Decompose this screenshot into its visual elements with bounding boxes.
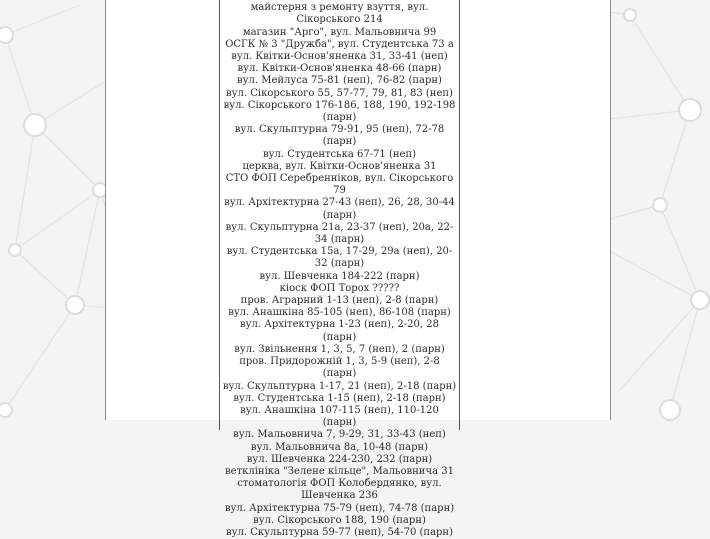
list-item: вул. Анашкіна 85-105 (неп), 86-108 (парн): [228, 307, 451, 319]
list-item: вул. Мальовнича 8а, 10-48 (парн): [250, 441, 429, 453]
list-item: ОСГК № 3 "Дружба", вул. Студентська 73 а: [225, 38, 454, 50]
list-item: вул. Архітектурна 75-79 (неп), 74-78 (парн): [224, 502, 455, 514]
list-item: вул. Шевченка 184-222 (парн): [259, 270, 420, 282]
list-item: вул. Студентська 67-71 (неп): [262, 148, 417, 160]
address-table-cell: [219, 0, 460, 538]
list-item: вул. Скульптурна 59-77 (неп), 54-70 (парн): [225, 526, 453, 538]
list-item: вул. Сікорського 55, 57-77, 79, 81, 83 (неп): [226, 87, 453, 99]
list-item: вул. Студентська 1-15 (неп), 2-18 (парн): [233, 392, 446, 404]
list-item: вул. Скульптурна 1-17, 21 (неп), 2-18 (парн): [222, 380, 457, 392]
list-item: церква, вул. Квітки-Основ'яненка 31: [242, 160, 437, 172]
list-item: вул. Квітки-Основ'яненка 31, 33-41 (неп): [231, 51, 448, 63]
list-item: вул. Квітки-Основ'яненка 48-66 (парн): [237, 63, 442, 75]
list-item: магазин "Арго", вул. Мальовнича 99: [242, 26, 437, 38]
list-item: вул. Анашкіна 107-115 (неп), 110-120 (парн): [240, 404, 439, 429]
list-item: вул. Мейлуса 75-81 (неп), 76-82 (парн): [237, 75, 442, 87]
document-page: [105, 0, 611, 538]
list-item: вул. Студентська 15а, 17-29, 29а (неп), 20-32 (парн): [226, 246, 453, 270]
list-item: пров. Придорожній 1, 3, 5-9 (неп), 2-8 (парн): [239, 356, 440, 380]
list-item: вул. Звільнення 1, 3, 5, 7 (неп), 2 (парн): [234, 343, 445, 355]
list-item: вул. Скульптурна 21а, 23-37 (неп), 20а, 22-34 (парн): [225, 221, 454, 246]
list-item: вул. Архітектурна 1-23 (неп), 2-20, 28 (парн): [240, 319, 439, 343]
list-item: кіоск ФОП Торох ?????: [279, 282, 400, 294]
list-item: стоматологія ФОП Колобердянко, вул. Шевченка 236: [237, 478, 442, 502]
list-item: вул. Скульптурна 79-91, 95 (неп), 72-78 (парн): [234, 124, 445, 148]
list-item: майстерня з ремонту взуття, вул. Сікорського 214: [250, 2, 429, 26]
list-item: вул. Архітектурна 27-43 (неп), 26, 28, 30-44 (парн): [224, 197, 455, 221]
list-item: вул. Мальовнича 7, 9-29, 31, 33-43 (неп): [233, 429, 446, 441]
address-list: [220, 0, 459, 539]
list-item: СТО ФОП Серебренніков, вул. Сікорського 79: [225, 173, 454, 197]
list-item: ветклініка "Зелене кільце", Мальовнича 31: [225, 465, 454, 477]
list-item: вул. Сікорського 188, 190 (парн): [253, 514, 426, 526]
list-item: вул. Сікорського 176-186, 188, 190, 192-198 (парн): [223, 99, 456, 124]
list-item: пров. Аграрний 1-13 (неп), 2-8 (парн): [240, 295, 439, 307]
list-item: вул. Шевченка 224-230, 232 (парн): [246, 453, 433, 465]
